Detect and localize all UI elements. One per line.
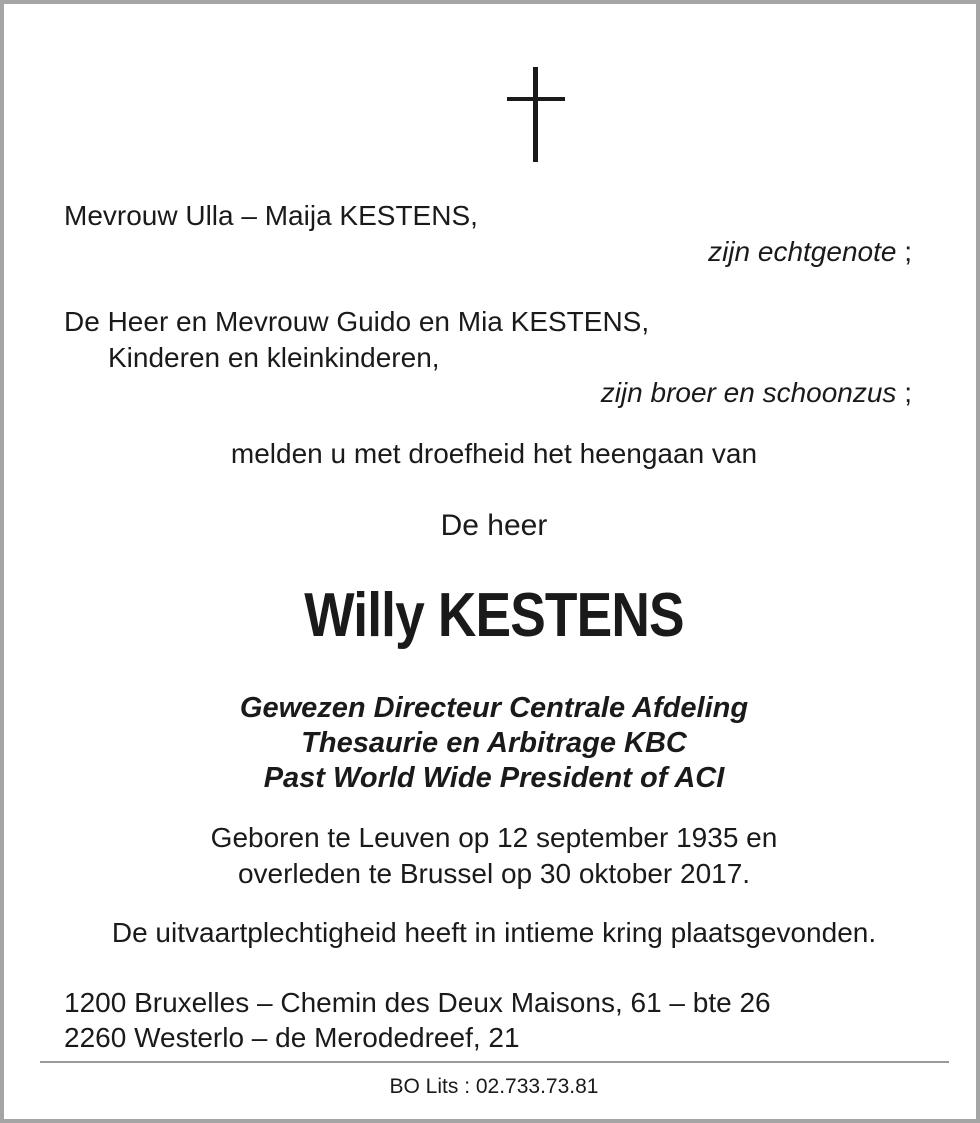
siblings-relation — [601, 376, 912, 410]
spouse-relation-suffix: ; — [904, 236, 912, 267]
deceased-name: Willy KESTENS — [304, 581, 684, 650]
spouse-name: Mevrouw Ulla – Maija KESTENS, — [64, 200, 478, 231]
cross-icon — [507, 67, 565, 162]
death-line: overleden te Brussel op 30 oktober 2017. — [237, 858, 751, 889]
title-line-2: Thesaurie en Arbitrage KBC — [301, 727, 687, 759]
siblings-name: De Heer en Mevrouw Guido en Mia KESTENS, — [64, 306, 650, 337]
birth-line: Geboren te Leuven op 12 september 1935 en — [210, 822, 778, 853]
honorific: De heer — [440, 509, 548, 542]
title-line-1: Gewezen Directeur Centrale Afdeling — [239, 692, 749, 724]
address-line-2: 2260 Westerlo – de Merodedreef, 21 — [64, 1022, 520, 1053]
footer-contact: BO Lits : 02.733.73.81 — [389, 1075, 599, 1098]
spouse-relation — [708, 235, 912, 269]
address-line-1: 1200 Bruxelles – Chemin des Deux Maisons, 61 – bte 26 — [64, 987, 771, 1018]
divider — [40, 1061, 949, 1063]
siblings-relation-suffix: ; — [904, 377, 912, 408]
announcement: melden u met droefheid het heengaan van — [230, 438, 758, 469]
siblings-children: Kinderen en kleinkinderen, — [108, 342, 440, 373]
funeral-note: De uitvaartplechtigheid heeft in intieme kring plaatsgevonden. — [111, 917, 877, 948]
siblings-relation-text: zijn broer en schoonzus — [600, 377, 897, 408]
spouse-relation-text: zijn echtgenote — [708, 236, 897, 267]
title-line-3: Past World Wide President of ACI — [263, 762, 725, 794]
